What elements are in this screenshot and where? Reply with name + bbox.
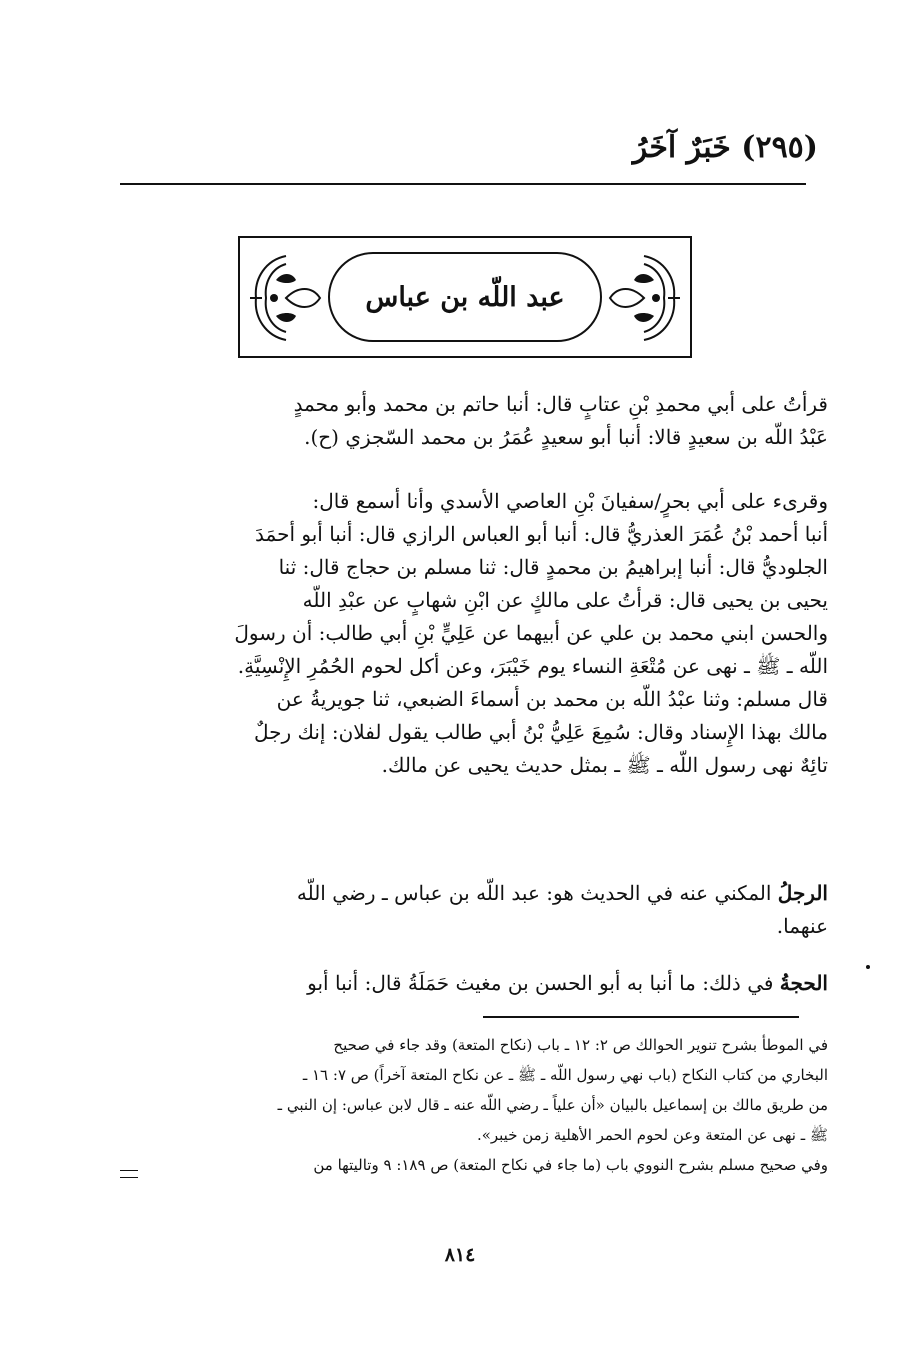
text-line [128, 967, 828, 1000]
arabesque-ornament-icon [246, 250, 326, 346]
paragraph-isnad-1 [128, 388, 828, 454]
arabesque-ornament-icon [604, 250, 684, 346]
continuation-mark [120, 1170, 138, 1178]
text-line: أنبا أحمد بْنُ عُمَرَ العذريُّ قال: أنبا أبو العباس الرازي قال: أنبا أبو أحمَدَ [255, 522, 828, 546]
text-line [128, 877, 828, 910]
text-line: وقرىء على أبي بحرٍ/سفيانَ بْنِ العاصي الأسدي وأنا أسمع قال: [312, 489, 828, 513]
page-number: ٨١٤ [444, 1244, 476, 1266]
paragraph-man-identified [128, 877, 828, 943]
line-text: في ذلك: ما أنبا به أبو الحسن بن مغيث حَمَلَةُ قال: أنبا أبو [307, 971, 774, 995]
box-name: عبد اللّه بن عباس [365, 281, 565, 313]
footnote-line: من طريق مالك بن إسماعيل بالبيان «أن علياً ـ رضي اللّه عنه ـ قال لابن عباس: إن النبي ـ [277, 1096, 828, 1114]
paragraph-evidence [128, 967, 828, 1000]
line-text: المكني عنه في الحديث هو: عبد اللّه بن عباس ـ رضي اللّه [296, 881, 772, 905]
text-line: عنهما. [776, 914, 828, 938]
footnote-line: البخاري من كتاب النكاح (باب نهي رسول اللّه ـ ﷺ ـ عن نكاح المتعة آخراً) ص ٧: ١٦ ـ [302, 1066, 828, 1084]
title-box [238, 236, 692, 358]
footnote-line: وفي صحيح مسلم بشرح النووي باب (ما جاء في نكاح المتعة) ص ١٨٩: ٩ وتاليتها من [313, 1156, 828, 1174]
text-line: قال مسلم: وثنا عبْدُ اللّه بن محمد بن أسماءَ الضبعي، ثنا جويريةُ عن [276, 687, 828, 711]
text-line: والحسن ابني محمد بن علي عن أبيهما عن عَلِيٍّ بْنِ أبي طالب: أن رسولَ [234, 621, 828, 645]
text-line: تائِهٌ نهى رسول اللّه ـ ﷺ ـ بمثل حديث يحيى عن مالك. [381, 753, 828, 777]
name-cartouche [328, 252, 602, 342]
text-line: قرأتُ على أبي محمدِ بْنِ عتابٍ قال: أنبا حاتم بن محمد وأبو محمدٍ [293, 392, 828, 416]
text-line: عَبْدُ اللّه بن سعيدٍ قالا: أنبا أبو سعيدٍ عُمَرُ بن محمد السّجزي (ح). [304, 425, 828, 449]
text-line: اللّه ـ ﷺ ـ نهى عن مُتْعَةِ النساء يوم خَيْبَرَ، وعن أكل لحوم الحُمُرِ الإِنْسِيَّةِ. [237, 654, 828, 678]
lead-word: الرجلُ [777, 881, 828, 905]
text-line: الجلوديُّ قال: أنبا إبراهيمُ بن محمدٍ قال: ثنا مسلم بن حجاج قال: ثنا [278, 555, 828, 579]
footnote-rule [483, 1016, 799, 1018]
chapter-heading: (٢٩٥) خَبَرٌ آخَرُ [632, 130, 818, 165]
footnote-line: في الموطأ بشرح تنوير الحوالك ص ٢: ١٢ ـ باب (نكاح المتعة) وقد جاء في صحيح [333, 1036, 828, 1054]
stray-mark [866, 965, 870, 969]
footnote-line: ﷺ ـ نهى عن المتعة وعن لحوم الحمر الأهلية زمن خيبر». [476, 1126, 828, 1144]
lead-word: الحجةُ [779, 971, 828, 995]
header-rule [120, 183, 806, 185]
paragraph-isnad-2 [128, 485, 828, 782]
footnotes [138, 1030, 828, 1180]
text-line: يحيى بن يحيى قال: قرأتُ على مالكٍ عن ابْنِ شهابٍ عن عبْدِ اللّه [302, 588, 828, 612]
text-line: مالك بهذا الإِسناد وقال: سُمِعَ عَلِيُّ بْنُ أبي طالب يقول لفلان: إنك رجلٌ [253, 720, 828, 744]
